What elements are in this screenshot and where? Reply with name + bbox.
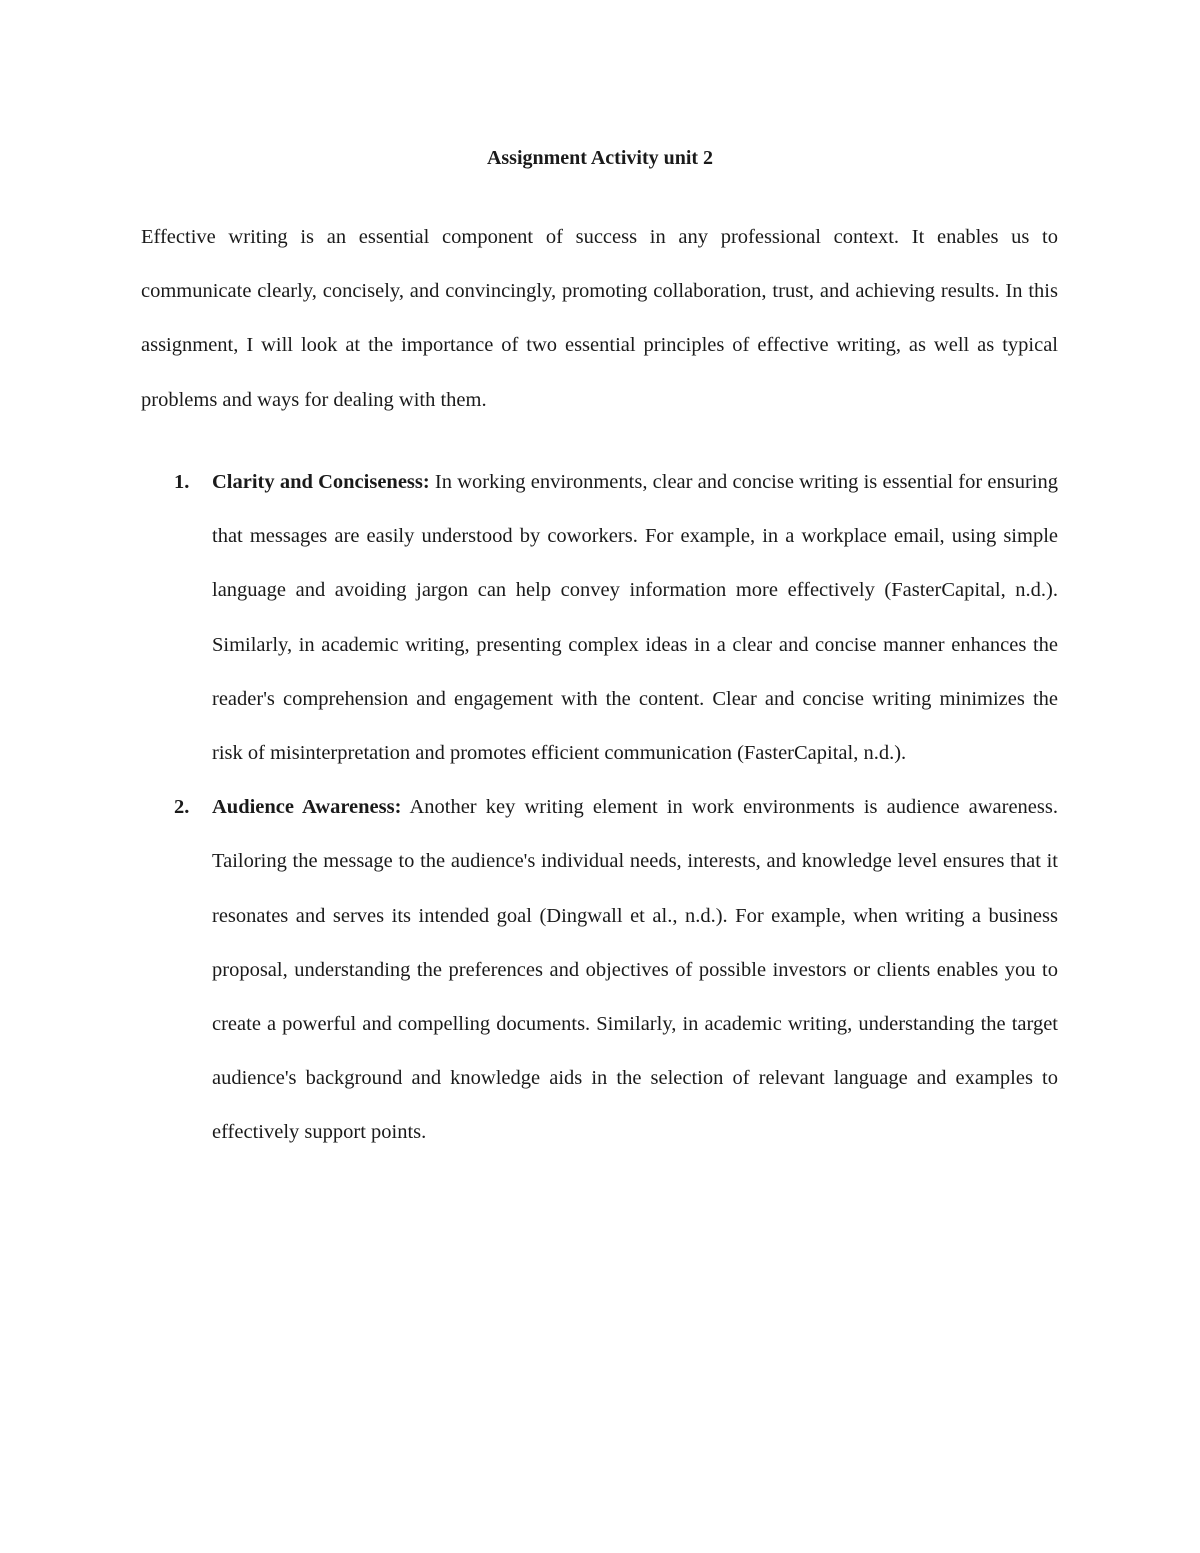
intro-paragraph: Effective writing is an essential component of success in any professional context. It enables us to communicate clearly, concisely, and convincingly, promoting collaboration, trust, and achieving results. In this assignment, I will look at the importance of two essential principles of effective writing, as well as typical problems and ways for dealing with them. <box>141 226 1058 411</box>
document-title: Assignment Activity unit 2 <box>486 147 714 169</box>
list-item <box>141 455 1058 780</box>
list-item-number: 2. <box>174 796 190 819</box>
list-item-heading: Audience Awareness: <box>212 796 402 819</box>
list-item-text: Another key writing element in work environments is audience awareness. Tailoring the message to the audience's individual needs, interests, and knowledge level ensures that it resonates and serves its intended goal (Dingwall et al., n.d.). For example, when writing a business proposal, understanding the preferences and objectives of possible investors or clients enables you to create a powerful and compelling documents. Similarly, in academic writing, understanding the target audience's background and knowledge aids in the selection of relevant language and examples to effectively support points. <box>212 796 1058 1144</box>
list-item-heading: Clarity and Conciseness: <box>212 471 430 493</box>
principles-list <box>141 455 1058 1160</box>
list-item-number: 1. <box>174 471 190 493</box>
list-item <box>141 780 1058 1159</box>
list-item-text: In working environments, clear and concise writing is essential for ensuring that messages are easily understood by coworkers. For example, in a workplace email, using simple language and avoiding jargon can help convey information more effectively (FasterCapital, n.d.). Similarly, in academic writing, presenting complex ideas in a clear and concise manner enhances the reader's comprehension and engagement with the content. Clear and concise writing minimizes the risk of misinterpretation and promotes efficient communication (FasterCapital, n.d.). <box>212 471 1058 765</box>
